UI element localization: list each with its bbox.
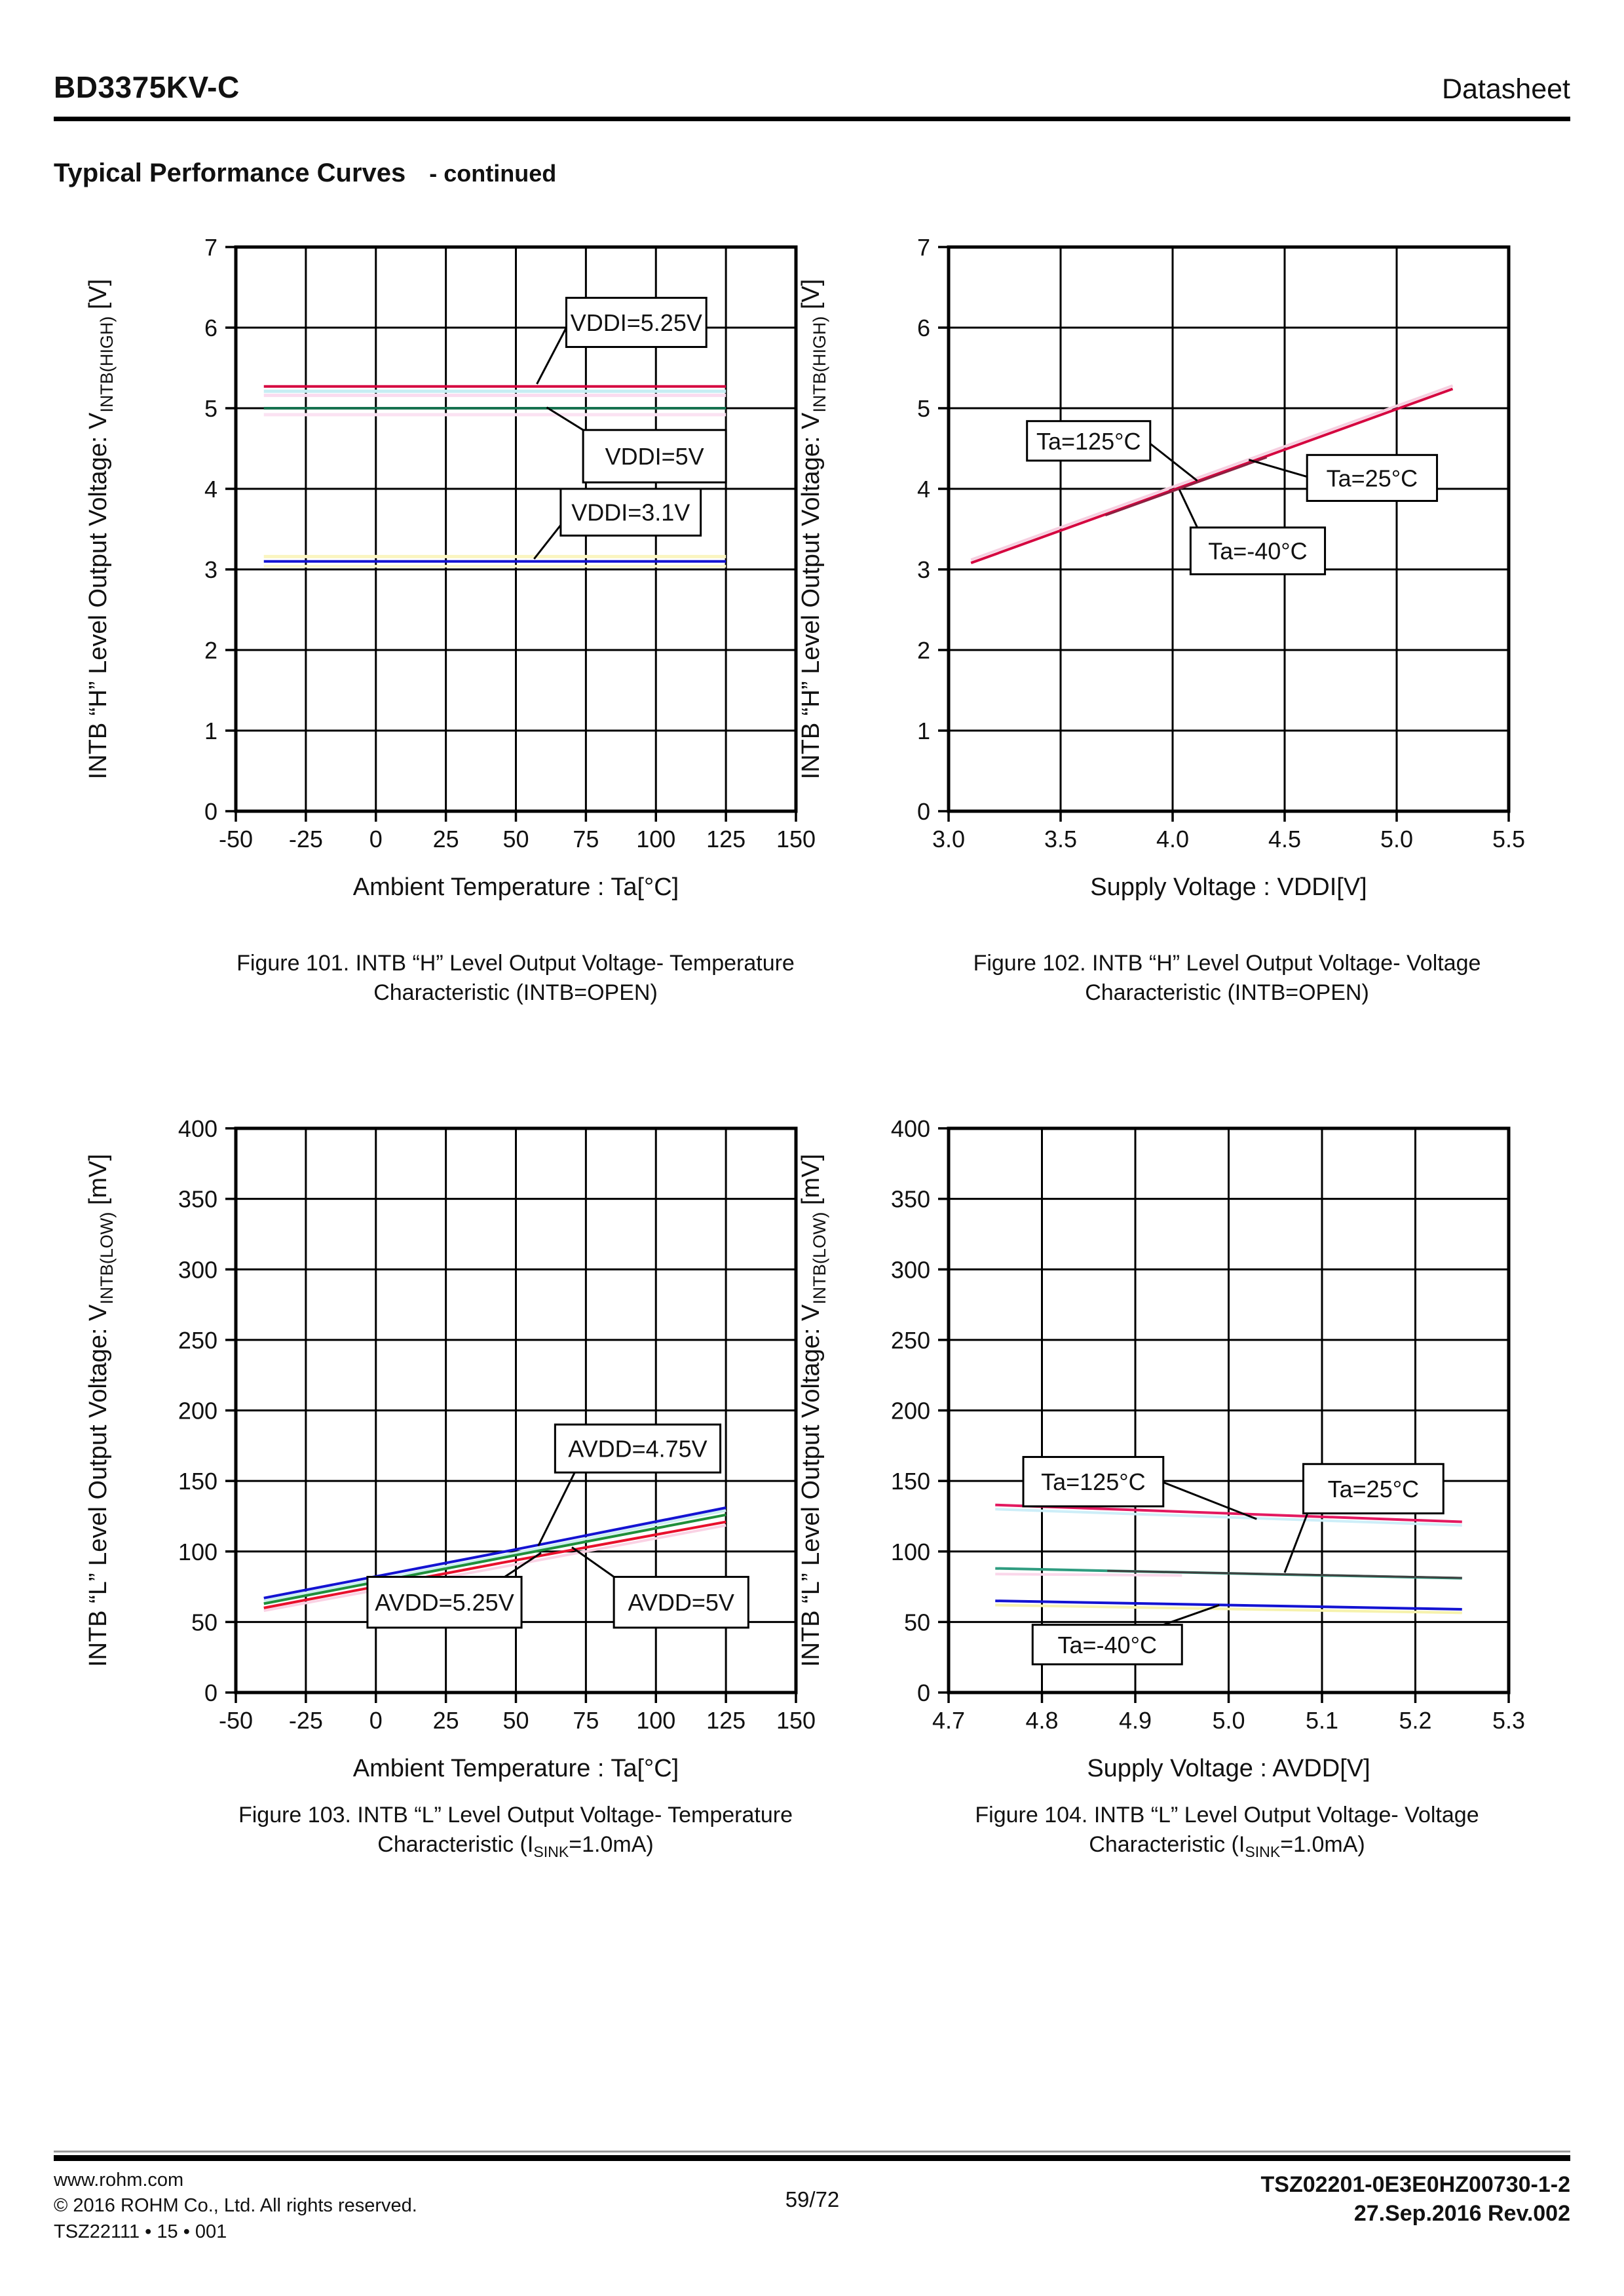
x-tick-label: 0 — [369, 1707, 383, 1734]
annotation-label: VDDI=3.1V — [571, 499, 690, 526]
annotation-label: AVDD=4.75V — [568, 1435, 708, 1463]
y-tick-label: 200 — [178, 1397, 217, 1425]
y-tick-label: 1 — [204, 718, 217, 744]
callout-line — [1249, 460, 1307, 477]
y-tick-label: 2 — [204, 637, 217, 664]
x-axis-title: Supply Voltage : VDDI[V] — [1090, 873, 1367, 901]
x-tick-label: 5.1 — [1305, 1707, 1339, 1734]
caption-line: Characteristic (INTB=OPEN) — [373, 980, 658, 1005]
y-tick-label: 100 — [890, 1538, 930, 1565]
y-tick-label: 250 — [178, 1326, 217, 1354]
y-tick-label: 50 — [191, 1609, 217, 1636]
section-title — [54, 159, 556, 188]
x-tick-label: 4.8 — [1025, 1707, 1059, 1734]
caption-line: Characteristic $(I_{SINK}=1.0mA)$ — [1089, 1831, 1365, 1860]
x-tick-label: 4.7 — [932, 1707, 966, 1734]
x-tick-label: 150 — [776, 826, 816, 852]
annotation-label: Ta=-40°C — [1057, 1631, 1157, 1658]
doc-type-label: Datasheet — [1441, 73, 1570, 105]
annotation-label: Ta=25°C — [1326, 465, 1418, 492]
section-title-text: Typical Performance Curves — [54, 159, 406, 187]
y-tick-label: 200 — [890, 1397, 930, 1425]
header-rule — [54, 117, 1570, 121]
x-tick-label: 150 — [776, 1707, 816, 1734]
y-tick-label: 0 — [916, 798, 930, 825]
figure-104-caption — [867, 1801, 1587, 1862]
annotation-label: AVDD=5V — [628, 1589, 734, 1617]
x-tick-label: 75 — [573, 1707, 599, 1734]
footer-ref-number: TSZ02201-0E3E0HZ00730-1-2 — [1260, 2172, 1570, 2197]
page-title: BD3375KV-C — [54, 70, 240, 104]
x-axis-title: Ambient Temperature : Ta[°C] — [352, 1755, 679, 1782]
x-tick-label: 25 — [432, 1707, 459, 1734]
y-tick-label: 0 — [204, 798, 217, 825]
caption-line: Figure 104. INTB “L” Level Output Voltage- Voltage — [975, 1803, 1479, 1827]
x-tick-label: 50 — [502, 826, 529, 852]
y-axis-title: INTB “L” Level Output Voltage: $V_{INTB(LOW)}$ [mV] — [85, 1153, 117, 1668]
callout-line — [537, 328, 567, 384]
x-tick-label: 4.5 — [1268, 826, 1302, 852]
x-tick-label: 3.0 — [932, 826, 966, 852]
x-tick-label: 5.2 — [1399, 1707, 1432, 1734]
callout-line — [538, 1472, 575, 1546]
x-tick-label: 5.0 — [1380, 826, 1414, 852]
y-tick-label: 5 — [916, 395, 930, 422]
x-tick-label: -50 — [218, 826, 254, 852]
y-tick-label: 2 — [916, 637, 930, 664]
y-tick-label: 6 — [916, 315, 930, 341]
x-tick-label: 25 — [432, 826, 459, 852]
y-tick-label: 400 — [178, 1115, 217, 1142]
y-tick-label: 0 — [204, 1679, 217, 1706]
y-tick-label: 5 — [204, 395, 217, 422]
x-tick-label: 0 — [369, 826, 383, 852]
figure-102-caption — [867, 949, 1587, 1008]
footer-site: www.rohm.com — [54, 2170, 184, 2191]
y-tick-label: 350 — [178, 1185, 217, 1213]
y-tick-label: 50 — [903, 1609, 930, 1636]
x-tick-label: 50 — [502, 1707, 529, 1734]
annotation-label: AVDD=5.25V — [375, 1589, 514, 1617]
y-tick-label: 4 — [916, 476, 930, 503]
figure-103-chart — [54, 1104, 820, 1812]
x-tick-label: -25 — [288, 826, 323, 852]
y-tick-label: 100 — [178, 1538, 217, 1565]
y-tick-label: 1 — [916, 718, 930, 744]
y-axis-title: INTB “H” Level Output Voltage: $V_{INTB(HIGH)}$ [V] — [797, 278, 829, 780]
figure-104-chart — [766, 1104, 1533, 1812]
caption-line: Figure 101. INTB “H” Level Output Voltage- Temperature — [236, 951, 795, 976]
y-tick-label: 7 — [916, 234, 930, 261]
x-tick-label: 4.9 — [1118, 1707, 1152, 1734]
x-tick-label: 5.5 — [1492, 826, 1526, 852]
x-axis-title: Supply Voltage : AVDD[V] — [1087, 1755, 1370, 1782]
y-tick-label: 300 — [890, 1256, 930, 1284]
figure-101-chart — [54, 223, 820, 930]
callout-line — [1285, 1512, 1308, 1573]
y-tick-label: 250 — [890, 1326, 930, 1354]
footer-doc-code: TSZ22111 • 15 • 001 — [54, 2221, 227, 2242]
footer-rule-thick — [54, 2155, 1570, 2161]
x-tick-label: 100 — [636, 1707, 676, 1734]
figure-103-caption — [155, 1801, 876, 1862]
x-tick-label: 5.3 — [1492, 1707, 1526, 1734]
y-tick-label: 150 — [178, 1468, 217, 1495]
y-tick-label: 4 — [204, 476, 217, 503]
x-tick-label: 100 — [636, 826, 676, 852]
footer-right-block — [1261, 2170, 1571, 2228]
annotation-label: Ta=25°C — [1327, 1475, 1420, 1502]
footer-rule-thin — [54, 2151, 1570, 2152]
footer-left-block — [54, 2168, 417, 2245]
x-tick-label: 4.0 — [1156, 826, 1190, 852]
x-axis-title: Ambient Temperature : Ta[°C] — [352, 873, 679, 901]
y-axis-title: INTB “L” Level Output Voltage: $V_{INTB(LOW)}$ [mV] — [797, 1153, 829, 1668]
caption-line: Figure 103. INTB “L” Level Output Voltage- Temperature — [238, 1803, 793, 1827]
footer-copyright: © 2016 ROHM Co., Ltd. All rights reserved. — [54, 2195, 417, 2217]
x-tick-label: 3.5 — [1044, 826, 1078, 852]
x-tick-label: 75 — [573, 826, 599, 852]
x-tick-label: 5.0 — [1212, 1707, 1245, 1734]
section-title-suffix: - continued — [429, 160, 557, 187]
callout-line — [1179, 489, 1197, 527]
y-tick-label: 400 — [890, 1115, 930, 1142]
callout-line — [534, 525, 561, 559]
callout-line — [1150, 444, 1198, 481]
annotation-label: Ta=125°C — [1041, 1468, 1146, 1496]
x-tick-label: 125 — [706, 1707, 746, 1734]
series-line — [995, 1574, 1182, 1575]
y-tick-label: 0 — [916, 1679, 930, 1706]
annotation-label: VDDI=5V — [605, 443, 704, 470]
annotation-label: Ta=-40°C — [1208, 537, 1308, 565]
x-tick-label: -50 — [218, 1707, 254, 1734]
y-tick-label: 6 — [204, 315, 217, 341]
callout-line — [547, 408, 584, 430]
y-axis-title: INTB “H” Level Output Voltage: $V_{INTB(HIGH)}$ [V] — [85, 278, 117, 780]
figure-101-caption — [155, 949, 876, 1008]
y-tick-label: 3 — [204, 556, 217, 583]
annotation-label: Ta=125°C — [1036, 427, 1141, 455]
y-tick-label: 150 — [890, 1468, 930, 1495]
caption-line: Figure 102. INTB “H” Level Output Voltage- Voltage — [973, 951, 1481, 976]
y-tick-label: 3 — [916, 556, 930, 583]
x-tick-label: -25 — [288, 1707, 323, 1734]
page-number: 59/72 — [785, 2187, 840, 2211]
caption-line: Characteristic (INTB=OPEN) — [1085, 980, 1369, 1005]
x-tick-label: 125 — [706, 826, 746, 852]
y-tick-label: 7 — [204, 234, 217, 261]
y-tick-label: 300 — [178, 1256, 217, 1284]
caption-line: Characteristic $(I_{SINK}=1.0mA)$ — [377, 1831, 654, 1860]
series-line — [1105, 457, 1266, 516]
figure-102-chart — [766, 223, 1533, 930]
annotation-label: VDDI=5.25V — [570, 309, 702, 337]
y-tick-label: 350 — [890, 1185, 930, 1213]
footer-revision: 27.Sep.2016 Rev.002 — [1353, 2201, 1570, 2227]
